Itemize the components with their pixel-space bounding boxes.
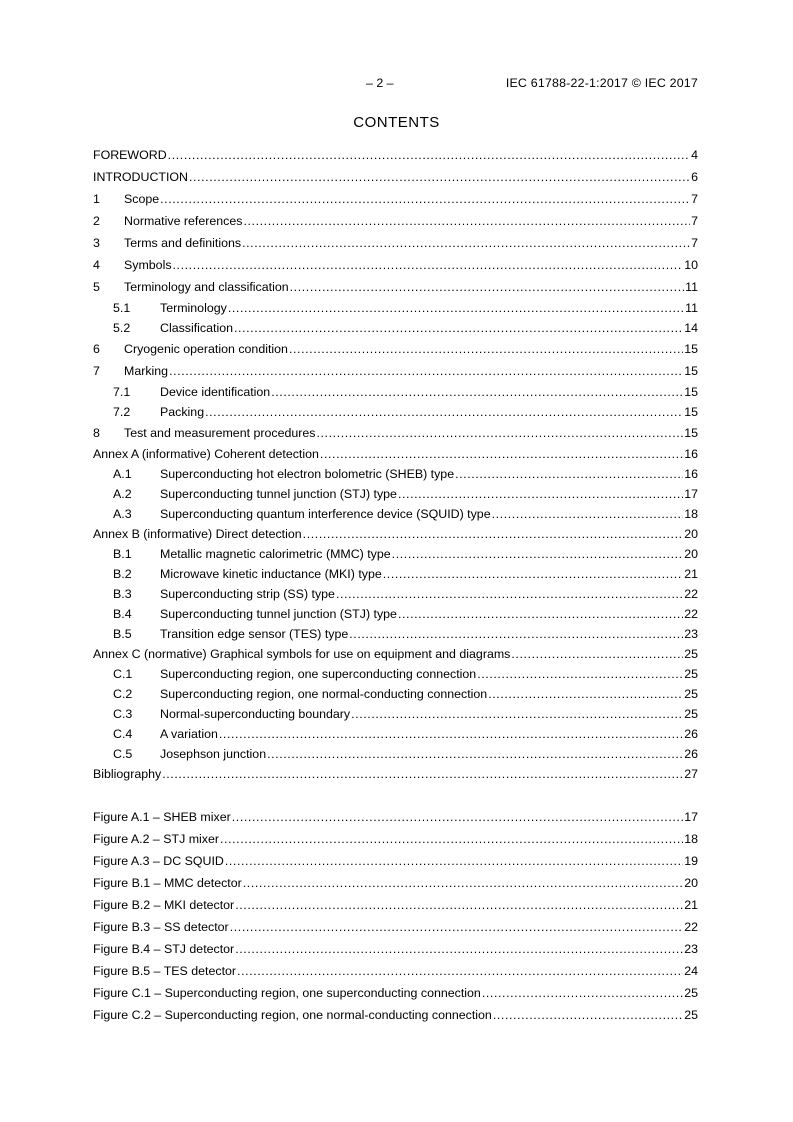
figure-entry-title: Figure A.2 – STJ mixer	[93, 832, 220, 846]
toc-entry[interactable]	[93, 298, 698, 318]
toc-entry[interactable]	[93, 604, 698, 624]
figure-entry-title: Figure B.2 – MKI detector	[93, 898, 235, 912]
figure-list-entry[interactable]	[93, 828, 698, 850]
toc-entry-title: Cryogenic operation condition	[124, 342, 288, 356]
toc-entry-title: Terms and definitions	[124, 236, 242, 250]
toc-entry[interactable]	[93, 504, 698, 524]
toc-entry[interactable]	[93, 484, 698, 504]
section-gap	[93, 784, 698, 806]
toc-entry[interactable]	[93, 144, 698, 166]
figure-entry-page: 20	[684, 876, 698, 890]
toc-entry-title: Test and measurement procedures	[124, 426, 316, 440]
toc-entry-page: 15	[684, 405, 698, 419]
dot-leader	[173, 254, 684, 276]
toc-entry[interactable]	[93, 464, 698, 484]
figure-entry-page: 23	[684, 942, 698, 956]
dot-leader	[477, 664, 683, 684]
toc-entry-page: 15	[684, 364, 698, 378]
toc-entry-title: Device identification	[160, 385, 271, 399]
dot-leader	[493, 1004, 683, 1026]
dot-leader	[234, 318, 683, 338]
toc-entry-page: 15	[684, 385, 698, 399]
dot-leader	[160, 188, 690, 210]
figure-entry-page: 21	[684, 898, 698, 912]
figure-entry-page: 17	[684, 810, 698, 824]
toc-entry[interactable]	[93, 382, 698, 402]
toc-entry-number: 5	[93, 280, 100, 294]
toc-entry[interactable]	[93, 584, 698, 604]
figure-list-entry[interactable]	[93, 960, 698, 982]
toc-entry-title: Scope	[124, 192, 160, 206]
toc-entry[interactable]	[93, 254, 698, 276]
toc-entry-page: 26	[684, 747, 698, 761]
figure-entry-title: Figure B.3 – SS detector	[93, 920, 229, 934]
figure-entry-title: Figure A.1 – SHEB mixer	[93, 810, 231, 824]
toc-entry-title: Terminology	[160, 301, 227, 315]
toc-entry-page: 7	[691, 192, 698, 206]
toc-entry-page: 11	[685, 280, 698, 294]
dot-leader	[351, 704, 683, 724]
figure-entry-title: Figure B.5 – TES detector	[93, 964, 237, 978]
figure-list-entry[interactable]	[93, 938, 698, 960]
toc-entry-number: 7.1	[113, 385, 131, 399]
toc-entry-title: Transition edge sensor (TES) type	[160, 627, 349, 641]
dot-leader	[488, 684, 683, 704]
toc-entry-page: 7	[691, 236, 698, 250]
toc-entry-page: 23	[684, 627, 698, 641]
toc-entry-page: 25	[684, 707, 698, 721]
dot-leader	[289, 338, 683, 360]
dot-leader	[235, 894, 683, 916]
toc-entry-title: Superconducting tunnel junction (STJ) type	[160, 487, 397, 501]
figure-list-entry[interactable]	[93, 850, 698, 872]
toc-entry[interactable]	[93, 564, 698, 584]
dot-leader	[220, 828, 683, 850]
dot-leader	[511, 644, 683, 664]
toc-entry-page: 20	[684, 547, 698, 561]
toc-entry-number: C.5	[113, 747, 133, 761]
toc-entry-page: 18	[684, 507, 698, 521]
dot-leader	[242, 232, 690, 254]
toc-entry-number: C.4	[113, 727, 133, 741]
toc-entry-number: B.1	[113, 547, 132, 561]
toc-entry-number: B.5	[113, 627, 132, 641]
toc-entry-number: 5.2	[113, 321, 131, 335]
toc-entry-number: 2	[93, 214, 100, 228]
dot-leader	[482, 982, 683, 1004]
toc-entry-number: 5.1	[113, 301, 131, 315]
toc-entry-title: Superconducting strip (SS) type	[160, 587, 335, 601]
toc-entry[interactable]	[93, 744, 698, 764]
toc-entry-title: A variation	[160, 727, 218, 741]
figure-list-entry[interactable]	[93, 894, 698, 916]
figure-entry-page: 19	[684, 854, 698, 868]
toc-entry-page: 25	[684, 667, 698, 681]
table-of-contents	[93, 144, 698, 1026]
figure-list-entry[interactable]	[93, 982, 698, 1004]
dot-leader	[237, 960, 683, 982]
toc-entry[interactable]	[93, 724, 698, 744]
figure-entry-title: Figure A.3 – DC SQUID	[93, 854, 224, 868]
dot-leader	[271, 382, 683, 402]
figure-list-entry[interactable]	[93, 916, 698, 938]
toc-entry-page: 22	[684, 607, 698, 621]
dot-leader	[316, 422, 683, 444]
toc-entry-title: Bibliography	[93, 767, 162, 781]
dot-leader	[290, 276, 685, 298]
dot-leader	[303, 524, 684, 544]
toc-entry-number: C.2	[113, 687, 133, 701]
contents-title: CONTENTS	[353, 114, 440, 131]
dot-leader	[168, 144, 690, 166]
toc-entry-page: 25	[684, 687, 698, 701]
toc-entry-number: 3	[93, 236, 100, 250]
toc-entry-page: 15	[684, 342, 698, 356]
dot-leader	[243, 872, 683, 894]
figure-entry-title: Figure C.2 – Superconducting region, one normal-conducting connection	[93, 1008, 492, 1022]
document-reference: IEC 61788-22-1:2017 © IEC 2017	[505, 76, 698, 90]
figure-list-entry[interactable]	[93, 1004, 698, 1026]
toc-entry-title: Microwave kinetic inductance (MKI) type	[160, 567, 382, 581]
dot-leader	[383, 564, 683, 584]
toc-entry-title: Terminology and classification	[124, 280, 289, 294]
dot-leader	[189, 166, 690, 188]
toc-entry-number: 8	[93, 426, 100, 440]
toc-entry-title: Annex A (informative) Coherent detection	[93, 447, 319, 461]
toc-entry-page: 21	[684, 567, 698, 581]
toc-entry-title: Superconducting region, one superconducting connection	[160, 667, 477, 681]
figure-entry-title: Figure B.4 – STJ detector	[93, 942, 235, 956]
toc-entry-number: A.1	[113, 467, 132, 481]
toc-entry[interactable]	[93, 704, 698, 724]
page-header	[0, 76, 793, 92]
toc-entry-title: Classification	[160, 321, 233, 335]
dot-leader	[169, 360, 683, 382]
toc-entry-title: Normal-superconducting boundary	[160, 707, 351, 721]
toc-entry[interactable]	[93, 166, 698, 188]
dot-leader	[232, 806, 683, 828]
toc-entry-title: Superconducting quantum interference device (SQUID) type	[160, 507, 491, 521]
figure-list-entry[interactable]	[93, 806, 698, 828]
dot-leader	[267, 744, 683, 764]
toc-entry-title: Annex C (normative) Graphical symbols for use on equipment and diagrams	[93, 647, 511, 661]
toc-entry-number: A.3	[113, 507, 132, 521]
dot-leader	[349, 624, 683, 644]
toc-entry-page: 22	[684, 587, 698, 601]
toc-entry-page: 26	[684, 727, 698, 741]
toc-entry-title: Metallic magnetic calorimetric (MMC) type	[160, 547, 391, 561]
toc-entry[interactable]	[93, 276, 698, 298]
toc-entry-page: 4	[691, 148, 698, 162]
toc-entry[interactable]	[93, 524, 698, 544]
toc-entry[interactable]	[93, 444, 698, 464]
toc-entry[interactable]	[93, 624, 698, 644]
toc-entry[interactable]	[93, 232, 698, 254]
toc-entry-title: Marking	[124, 364, 169, 378]
toc-entry-page: 16	[684, 447, 698, 461]
toc-entry[interactable]	[93, 684, 698, 704]
dot-leader	[235, 938, 683, 960]
toc-entry[interactable]	[93, 764, 698, 784]
dot-leader	[205, 402, 683, 422]
dot-leader	[398, 604, 683, 624]
toc-entry[interactable]	[93, 402, 698, 422]
toc-entry-title: Annex B (informative) Direct detection	[93, 527, 302, 541]
toc-entry-number: 7	[93, 364, 100, 378]
toc-entry-number: 1	[93, 192, 100, 206]
toc-entry-page: 16	[684, 467, 698, 481]
toc-entry[interactable]	[93, 360, 698, 382]
toc-entry-title: Superconducting tunnel junction (STJ) type	[160, 607, 397, 621]
toc-entry-page: 17	[684, 487, 698, 501]
toc-entry-number: 7.2	[113, 405, 131, 419]
figure-list-entry[interactable]	[93, 872, 698, 894]
toc-entry[interactable]	[93, 664, 698, 684]
toc-entry-page: 6	[691, 170, 698, 184]
toc-entry[interactable]	[93, 188, 698, 210]
toc-entry-page: 14	[684, 321, 698, 335]
dot-leader	[243, 210, 690, 232]
toc-entry-page: 7	[691, 214, 698, 228]
toc-entry[interactable]	[93, 422, 698, 444]
toc-entry-title: INTRODUCTION	[93, 170, 188, 184]
toc-entry-page: 25	[684, 647, 698, 661]
toc-entry-number: 4	[93, 258, 100, 272]
toc-entry-title: Normative references	[124, 214, 243, 228]
figure-entry-page: 22	[684, 920, 698, 934]
dot-leader	[225, 850, 683, 872]
toc-entry-page: 20	[684, 527, 698, 541]
toc-entry-number: B.3	[113, 587, 132, 601]
toc-entry-page: 10	[684, 258, 698, 272]
dot-leader	[228, 298, 684, 318]
figure-entry-page: 25	[684, 1008, 698, 1022]
toc-entry-title: Superconducting region, one normal-conducting connection	[160, 687, 488, 701]
toc-entry-page: 27	[684, 767, 698, 781]
toc-entry-page: 11	[685, 301, 698, 315]
toc-entry[interactable]	[93, 338, 698, 360]
toc-entry-page: 15	[684, 426, 698, 440]
dot-leader	[230, 916, 684, 938]
toc-entry[interactable]	[93, 210, 698, 232]
dot-leader	[219, 724, 683, 744]
dot-leader	[398, 484, 683, 504]
figure-entry-page: 25	[684, 986, 698, 1000]
figure-entry-page: 18	[684, 832, 698, 846]
toc-entry-number: A.2	[113, 487, 132, 501]
dot-leader	[320, 444, 683, 464]
dot-leader	[455, 464, 683, 484]
toc-entry-title: Packing	[160, 405, 205, 419]
dot-leader	[492, 504, 684, 524]
figure-entry-title: Figure C.1 – Superconducting region, one superconducting connection	[93, 986, 481, 1000]
toc-entry-number: C.1	[113, 667, 133, 681]
page-number: – 2 –	[366, 76, 394, 90]
toc-entry[interactable]	[93, 544, 698, 564]
figure-entry-title: Figure B.1 – MMC detector	[93, 876, 242, 890]
toc-entry-title: Josephson junction	[160, 747, 267, 761]
figure-entry-page: 24	[684, 964, 698, 978]
toc-entry-number: B.4	[113, 607, 132, 621]
dot-leader	[162, 764, 683, 784]
toc-entry-number: C.3	[113, 707, 133, 721]
toc-entry[interactable]	[93, 644, 698, 664]
toc-entry-number: 6	[93, 342, 100, 356]
toc-entry-title: Symbols	[124, 258, 172, 272]
toc-entry-number: B.2	[113, 567, 132, 581]
dot-leader	[392, 544, 684, 564]
dot-leader	[336, 584, 683, 604]
toc-entry[interactable]	[93, 318, 698, 338]
toc-entry-title: FOREWORD	[93, 148, 167, 162]
toc-entry-title: Superconducting hot electron bolometric (SHEB) type	[160, 467, 455, 481]
